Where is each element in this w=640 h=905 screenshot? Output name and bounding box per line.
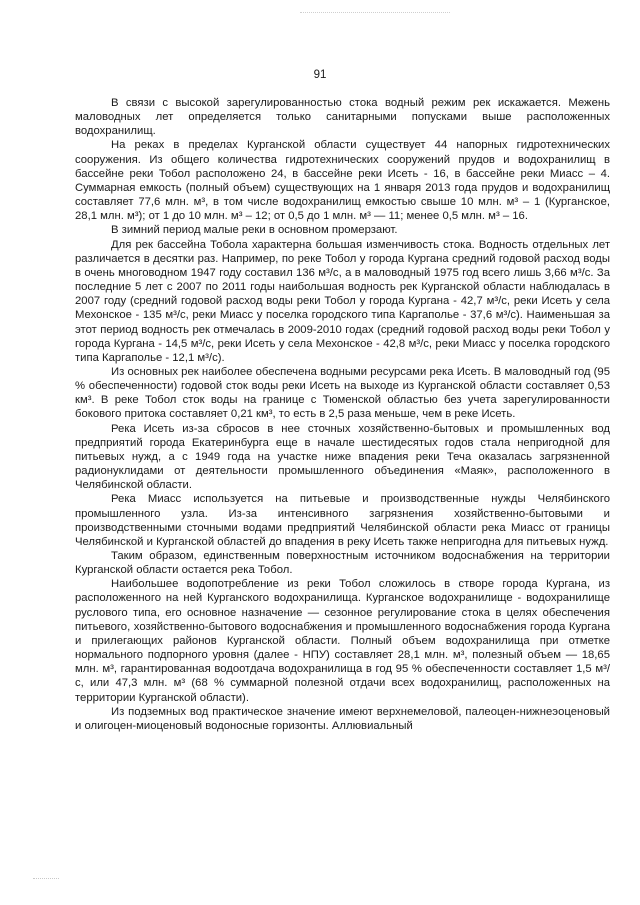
paragraph: Таким образом, единственным поверхностным источником водоснабжения на территории Курганской области остается река Тобол. — [75, 550, 610, 577]
paragraph: Наибольшее водопотребление из реки Тобол сложилось в створе города Кургана, из расположенного на ней Курганского водохранилища. Курганское водохранилище - водохранилище руслового типа, его основное назначение — сезонное регулирование стока в целях обеспечения питьевого, хозяйственно-бытового водоснабжения и промышленного водоснабжения города Кургана и прилегающих районов Курганской области. Полный объем водохранилища при отметке нормального подпорного уровня (далее - НПУ) составляет 28,1 млн. м³, полезный объем — 18,65 млн. м³, гарантированная водоотдача водохранилища в год 95 % обеспеченности составляет 1,5 м³/с, или 47,3 млн. м³ (68 % суммарной полезной отдачи всех водохранилищ, расположенных на территории Курганской области). — [75, 578, 610, 704]
scan-artifact-top — [300, 12, 450, 15]
scan-artifact-bottom — [33, 878, 59, 881]
paragraph: Для рек бассейна Тобола характерна большая изменчивость стока. Водность отдельных лет различается в десятки раз. Например, по реке Тобол у города Кургана средний годовой расход воды в очень многоводном 1947 году составил 136 м³/с, а в маловодный 1975 год всего лишь 3,66 м³/с. За последние 5 лет с 2007 по 2011 годы наибольшая водность рек Курганской области наблюдалась в 2007 году (средний годовой расход воды реки Тобол у города Кургана - 42,7 м³/с, реки Исеть у села Мехонское - 135 м³/с, реки Миасс у поселка городского типа Каргаполье - 37,6 м³/с). Наименьшая за этот период водность рек отмечалась в 2009-2010 годах (средний годовой расход воды реки Тобол у города Кургана - 14,5 м³/с, реки Исеть у села Мехонское - 42,8 м³/с, реки Миасс у поселка городского типа Каргаполье - 12,1 м³/с). — [75, 238, 610, 364]
paragraph: Из основных рек наиболее обеспечена водными ресурсами река Исеть. В маловодный год (95 % обеспеченности) годовой сток воды реки Исеть на выходе из Курганской области составляет 0,53 км³. В реке Тобол сток воды на границе с Тюменской областью без учета зарегулированности бокового притока составляет 0,21 км³, то есть в 2,5 раза меньше, чем в реке Исеть. — [75, 365, 610, 421]
paragraph: В связи с высокой зарегулированностью стока водный режим рек искажается. Межень маловодных лет определяется только санитарными попусками выше расположенных водохранилищ. — [75, 97, 610, 138]
page-number: 91 — [313, 69, 327, 81]
paragraph: На реках в пределах Курганской области существует 44 напорных гидротехнических сооружения. Из общего количества гидротехнических сооружений прудов и водохранилищ в бассейне реки Тобол расположено 24, в бассейне реки Исеть - 16, в бассейне реки Миасс – 4. Суммарная емкость (полный объем) существующих на 1 января 2013 года прудов и водохранилищ составляет 77,6 млн. м³, в том числе водохранилищ емкостью свыше 10 млн. м³ – 1 (Курганское, 28,1 млн. м³); от 1 до 10 млн. м³ – 12; от 0,5 до 1 млн. м³ — 11; менее 0,5 млн. м³ – 16. — [75, 139, 610, 223]
document-body — [75, 96, 610, 733]
paragraph: Река Исеть из-за сбросов в нее сточных хозяйственно-бытовых и промышленных вод предприятий города Екатеринбурга еще в начале шестидесятых годов стала непригодной для питьевых нужд, а с 1949 года на участке ниже впадения реки Теча оказалась загрязненной радионуклидами от деятельности промышленного объединения «Маяк», расположенного в Челябинской области. — [75, 422, 610, 492]
paragraph: Из подземных вод практическое значение имеют верхнемеловой, палеоцен-нижнеэоценовый и олигоцен-миоценовый водоносные горизонты. Аллювиальный — [75, 705, 610, 732]
paragraph: В зимний период малые реки в основном промерзают. — [111, 224, 398, 237]
paragraph: Река Миасс используется на питьевые и производственные нужды Челябинского промышленного узла. Из-за интенсивного загрязнения хозяйственно-бытовыми и производственными сточными водами предприятий Челябинской области река Миасс от границы Челябинской и Курганской областей до впадения в реку Исеть также непригодна для питьевых нужд. — [75, 493, 610, 548]
